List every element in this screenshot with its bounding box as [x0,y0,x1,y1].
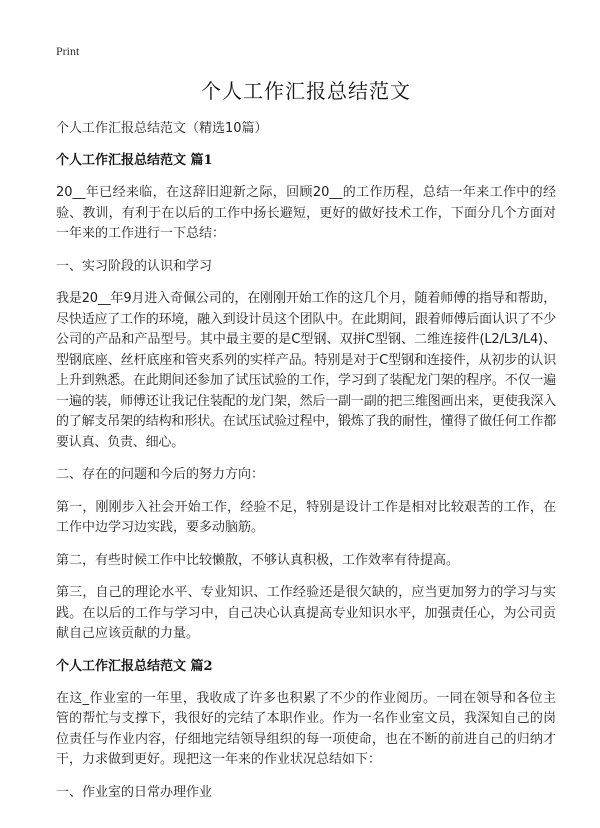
subheading-office-daily: 一、作业室的日常办理作业 [56,784,213,800]
section-heading-1: 个人工作汇报总结范文 篇1 [56,153,213,168]
paragraph: 20__年已经来临，在这辞旧迎新之际，回顾20__的工作历程，总结一年来工作中的经验、教训，有利于在以后的工作中扬长避短，更好的做好技术工作，下面分几个方面对一年来的工作进行一下总结： [56,185,556,241]
paragraph: 在这_作业室的一年里，我收成了许多也积累了不少的作业阅历。一同在领导和各位主管的帮忙与支撑下，我很好的完结了本职作业。作为一名作业室文员，我深知自己的岗位责任与作业内容，仔细地完结领导组织的每一项使命，也在不断的前进自己的归纳才干，力求做到更好。现把这一年来的作业状况总结如下： [56,690,556,767]
paragraph: 第二，有些时候工作中比较懒散，不够认真积极，工作效率有待提高。 [56,552,460,568]
paragraph: 第三，自己的理论水平、专业知识、工作经验还是很欠缺的，应当更加努力的学习与实践。在以后的工作与学习中，自己决心认真提高专业知识水平，加强责任心，为公司贡献自己应该贡献的力量。 [56,585,556,641]
document-title: 个人工作汇报总结范文 [201,79,411,103]
print-label: Print [56,44,80,58]
paragraph: 我是20__年9月进入奇佩公司的，在刚刚开始工作的这几个月，随着师傅的指导和帮助，尽快适应了工作的环境，融入到设计员这个团队中。在此期间，跟着师傅后面认识了不少公司的产品和产品型号。其中最主要的是C型钢、双拼C型钢、二维连接件(L2/L3/L4)、型钢底座、丝杆底座和管夹系列的实样产品。特别是对于C型钢和连接件，从初步的认识上升到熟悉。在此期间还参加了试压试验的工作，学习到了装配龙门架的程序。不仅一遍一遍的装，师傅还让我记住装配的龙门架，然后一副一副的把三维图画出来，更使我深入的了解支吊架的结构和形状。在试压试验过程中，锻炼了我的耐性，懂得了做任何工作都要认真、负责、细心。 [56,291,556,450]
subheading-issues: 二、存在的问题和今后的努力方向： [56,467,265,482]
document-subtitle: 个人工作汇报总结范文（精选10篇） [56,121,268,136]
subheading-internship: 一、实习阶段的认识和学习 [56,258,213,274]
paragraph: 第一，刚刚步入社会开始工作，经验不足，特别是设计工作是相对比较艰苦的工作，在工作中边学习边实践，要多动脑筋。 [56,499,556,535]
section-heading-2: 个人工作汇报总结范文 篇2 [56,658,213,674]
